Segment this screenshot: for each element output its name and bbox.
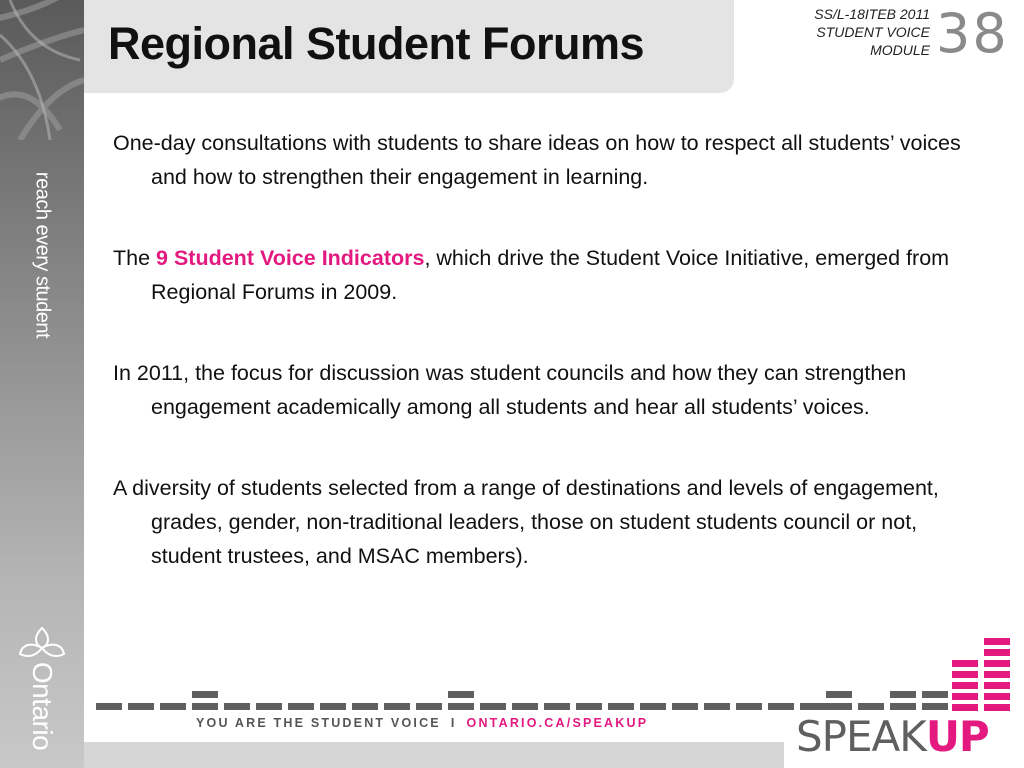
sidebar-tagline: reach every student [31, 171, 54, 339]
speakup-logo-up: UP [925, 712, 989, 761]
footer-separator: I [450, 716, 457, 730]
indicators-highlight: 9 Student Voice Indicators [156, 246, 425, 270]
paragraph-consultations: One-day consultations with students to share ideas on how to respect all students’ voices and how to strengthen their engagement in learning. [113, 131, 961, 189]
speakup-bars-icon [950, 638, 1012, 718]
paragraph-diversity: A diversity of students selected from a range of destinations and levels of engagement, grades, gender, non-traditional leaders, those on student students council or not, student trustees, and MSAC members). [113, 476, 939, 568]
paragraph-indicators-prefix: The [113, 246, 157, 270]
footer-link[interactable]: ONTARIO.CA/SPEAKUP [466, 716, 649, 730]
module-code [730, 5, 930, 59]
footer-slogan: YOU ARE THE STUDENT VOICE [196, 716, 441, 730]
module-code-line-3: MODULE [870, 42, 930, 58]
footer-strip [196, 716, 648, 730]
paragraph-indicators [113, 241, 973, 309]
ontario-wordmark: Ontario [27, 661, 58, 751]
module-code-line-2: STUDENT VOICE [816, 24, 930, 40]
equalizer-decoration [96, 685, 956, 715]
speakup-logo-speak: SPEAK [796, 712, 926, 761]
title-box [84, 0, 734, 93]
sidebar [0, 0, 84, 768]
slide-number: 38 [936, 2, 1009, 65]
speakup-logo [796, 712, 989, 761]
paragraph-focus-2011: In 2011, the focus for discussion was student councils and how they can strengthen engagement academically among all students and hear all students’ voices. [113, 361, 907, 419]
slide-content [113, 126, 973, 620]
page-title: Regional Student Forums [108, 18, 645, 69]
swirl-decoration [0, 0, 84, 140]
footer-grey-bar [84, 742, 784, 768]
paragraph-indicators-suffix: , which drive the Student Voice Initiative, emerged from Regional Forums in 2009. [151, 246, 950, 304]
module-code-line-1: SS/L-18ITEB 2011 [814, 6, 930, 22]
